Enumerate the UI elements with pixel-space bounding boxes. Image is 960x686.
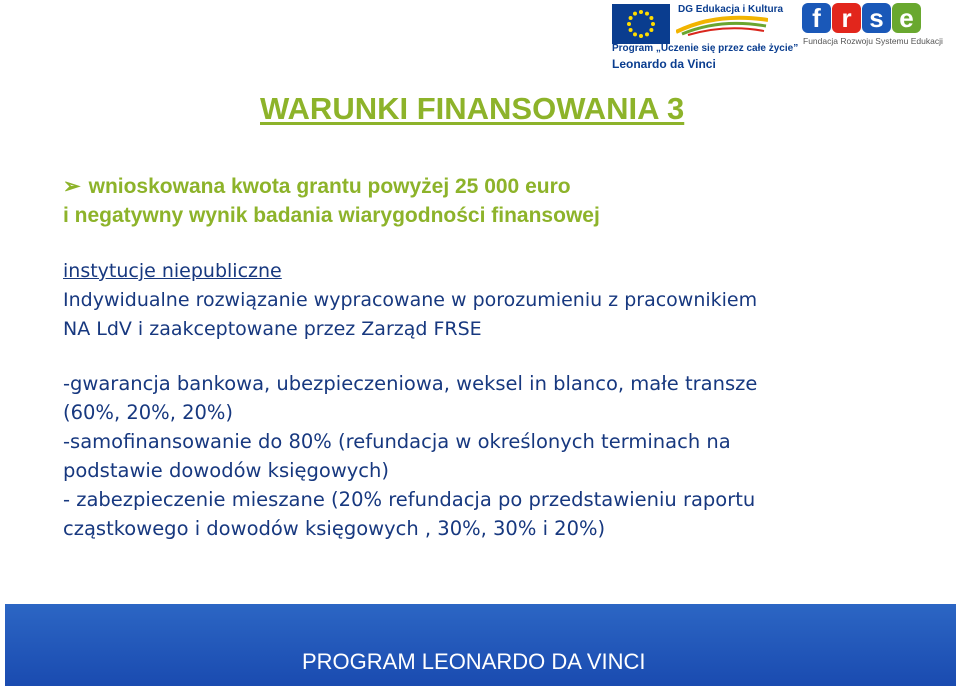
dg-label: DG Edukacja i Kultura bbox=[678, 4, 784, 15]
condition-line-2: i negatywny wynik badania wiarygodności finansowej bbox=[63, 204, 600, 227]
frse-letter-e: e bbox=[892, 3, 921, 33]
condition-bullet bbox=[63, 172, 600, 230]
institution-section bbox=[63, 257, 757, 344]
section-line-2: Indywidualne rozwiązanie wypracowane w porozumieniu z pracownikiem bbox=[63, 289, 758, 311]
list-item: -samofinansowanie do 80% (refundacja w określonych terminach na bbox=[63, 430, 731, 453]
frse-logo bbox=[802, 3, 921, 35]
frse-letter-f: f bbox=[802, 3, 831, 33]
footer-title: PROGRAM LEONARDO DA VINCI bbox=[302, 649, 646, 674]
frse-letter-r: r bbox=[832, 3, 861, 33]
list-item: cząstkowego i dowodów księgowych , 30%, 30% i 20%) bbox=[63, 517, 606, 540]
list-item: podstawie dowodów księgowych) bbox=[63, 459, 389, 482]
eu-flag-icon bbox=[612, 4, 670, 44]
arrow-bullet-icon: ➢ bbox=[63, 175, 81, 198]
section-heading: instytucje niepubliczne bbox=[63, 260, 282, 282]
page-title: WARUNKI FINANSOWANIA 3 bbox=[260, 91, 685, 126]
leonardo-label: Leonardo da Vinci bbox=[612, 57, 716, 71]
condition-line-1: wnioskowana kwota grantu powyżej 25 000 euro bbox=[88, 175, 571, 198]
list-item: - zabezpieczenie mieszane (20% refundacja po przedstawieniu raportu bbox=[63, 488, 756, 511]
security-options-list bbox=[63, 369, 757, 543]
frse-subtitle: Fundacja Rozwoju Systemu Edukacji bbox=[803, 36, 943, 46]
list-item: -gwarancja bankowa, ubezpieczeniowa, weksel in blanco, małe transze bbox=[63, 372, 758, 395]
program-label: Program „Uczenie się przez całe życie” bbox=[612, 43, 799, 54]
frse-letter-s: s bbox=[862, 3, 891, 33]
section-line-3: NA LdV i zaakceptowane przez Zarząd FRSE bbox=[63, 318, 482, 340]
list-item: (60%, 20%, 20%) bbox=[63, 401, 234, 424]
